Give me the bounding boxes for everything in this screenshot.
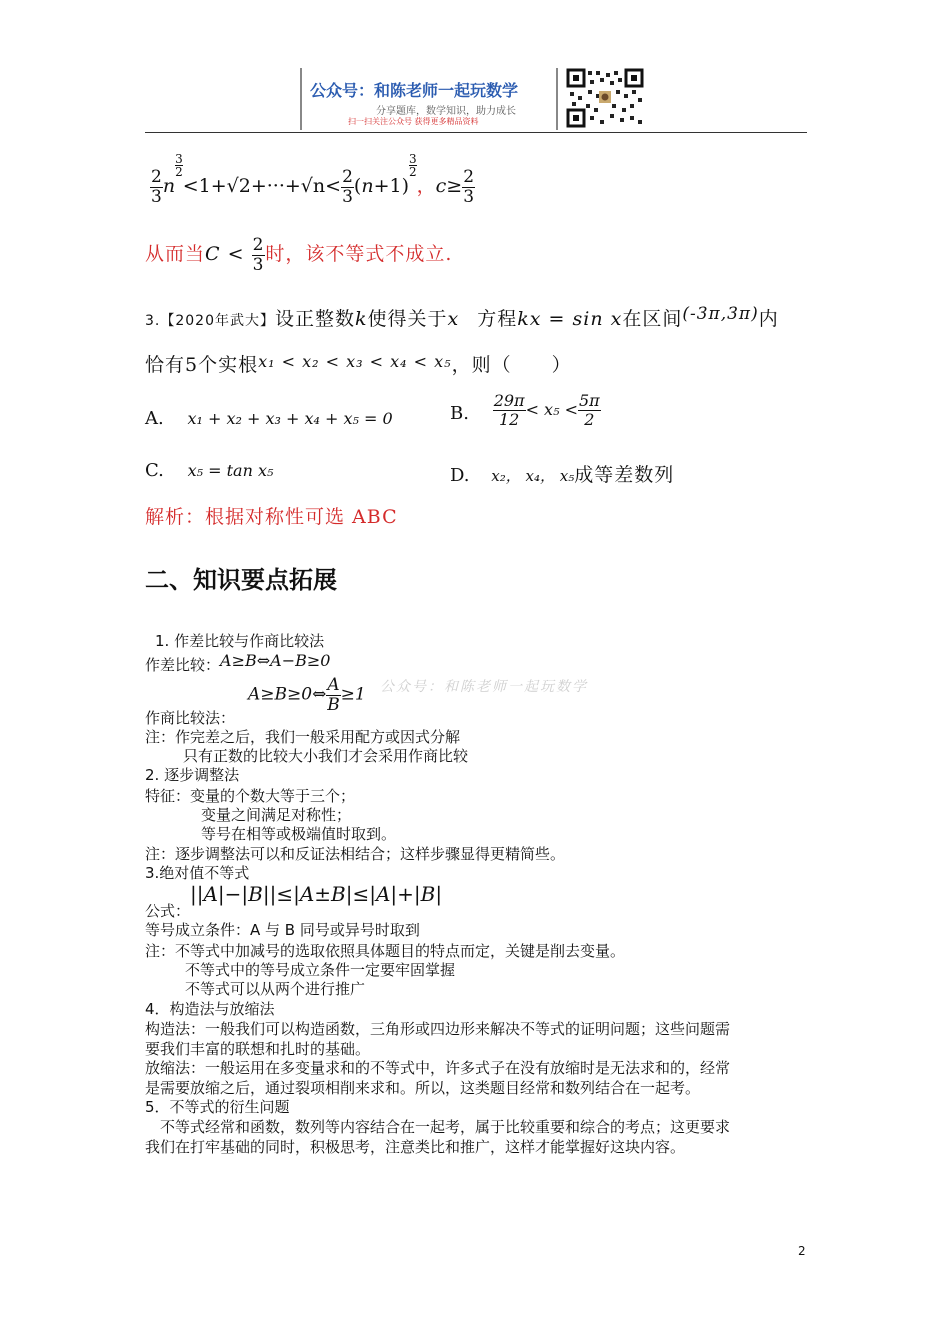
analysis-line: 解析：根据对称性可选 ABC [145, 506, 398, 528]
quot-math-right: ≥1 [340, 684, 366, 705]
point-5-title: 5．不等式的衍生问题 [145, 1098, 290, 1116]
option-d[interactable] [450, 460, 674, 487]
abs-value-formula: ||A|−|B||≤|A±B|≤|A|+|B| [190, 882, 443, 906]
point-4-line-3: 放缩法：一般运用在多变量求和的不等式中，许多式子在没有放缩时是无法求和的，经常 [145, 1059, 731, 1077]
banner-divider-left [300, 68, 302, 130]
option-b-math: < x₅ < [525, 400, 578, 420]
point-3-title: 3.绝对值不等式 [145, 864, 250, 882]
point-2-title: 2. 逐步调整法 [145, 766, 240, 784]
option-c-label: C. [145, 460, 164, 481]
question-text-5: 内 [758, 308, 779, 330]
interval: (-3π,3π) [682, 304, 759, 324]
ineq-middle: <1+√2+···+√n< [182, 175, 342, 198]
question-line-2 [145, 350, 572, 377]
c-condition: c≥ [435, 175, 463, 198]
option-a-math: x₁ + x₂ + x₃ + x₄ + x₅ = 0 [187, 409, 393, 428]
point-4-title: 4．构造法与放缩法 [145, 1000, 275, 1018]
option-d-tail: 成等差数列 [574, 464, 675, 486]
option-d-label: D. [450, 465, 470, 486]
section-title: 二、知识要点拓展 [145, 566, 337, 594]
var-x: x [447, 308, 460, 330]
conclusion-line: 从而当C < $\frac{2}{3}$ 时，该不等式不成立. [145, 235, 453, 275]
qr-code-icon [566, 68, 644, 128]
point-2-feature-2: 变量之间满足对称性； [201, 806, 352, 824]
banner-title: 公众号：和陈老师一起玩数学 [310, 81, 519, 100]
page-number: 2 [798, 1244, 806, 1258]
point-5-line-2: 我们在打牢基础的同时，积极思考，注意类比和推广，这样才能掌握好这块内容。 [145, 1138, 686, 1156]
banner-tagline: 扫一扫关注公众号 获得更多精品资料 [348, 117, 479, 126]
quot-math-left: A≥B≥0⇔ [248, 684, 327, 705]
banner-subtitle: 分享题库，数学知识，助力成长 [376, 106, 516, 117]
watermark: 公众号：和陈老师一起玩数学 [380, 679, 588, 695]
point-4-line-4: 是需要放缩之后，通过裂项相削来求和。所以，这类题目经常和数列结合在一起考。 [145, 1079, 701, 1097]
point-3-note-2: 不等式中的等号成立条件一定要牢固掌握 [185, 961, 456, 979]
point-3-condition: 等号成立条件：A 与 B 同号或异号时取到 [145, 921, 420, 939]
equation: kx = sin x [517, 308, 623, 330]
option-d-math: x₂， x₄， x₅ [491, 467, 575, 485]
conclusion-var: C [205, 243, 221, 266]
option-a[interactable] [145, 408, 393, 429]
point-2-note: 注：逐步调整法可以和反证法相结合；这样步骤显得更精简些。 [145, 845, 566, 863]
point-1-title: 1. 作差比较与作商比较法 [155, 632, 325, 650]
var-k: k [355, 308, 368, 330]
point-1-note-1: 注：作完差之后，我们一般采用配方或因式分解 [145, 728, 461, 746]
option-b[interactable]: B. $\frac{29\pi}{12}$ < x₅ < $\frac{5\pi}{2}$ [450, 391, 600, 429]
option-a-label: A. [145, 408, 164, 429]
question-label: 3.【2020年武大】 [145, 313, 275, 329]
point-1-diff [145, 651, 331, 675]
quot-label: 作商比较法： [145, 709, 236, 727]
question-text-2: 使得关于 [367, 308, 448, 330]
question-text-1: 设正整数 [275, 308, 356, 330]
point-5-line-1: 不等式经常和函数，数列等内容结合在一起考，属于比较重要和综合的考点；这更要求 [160, 1118, 731, 1136]
question-line-1 [145, 304, 779, 331]
point-3-formula-label: 公式： [145, 902, 191, 920]
option-c[interactable] [145, 460, 273, 481]
point-4-line-2: 要我们丰富的联想和扎时的基础。 [145, 1040, 371, 1058]
top-formula: $\frac{2}{3}$ n $\frac{3}{2}$ <1+√2+···+√n< $\frac{2}{3}$ (n+1) $\frac{3}{2}$ ，c≥ $\frac{2}{3}$ [151, 151, 475, 207]
quot-math: A≥B≥0⇔ $\frac{A}{B}$ ≥1 [248, 675, 366, 715]
question-line2-text: 恰有5个实根 [145, 354, 259, 376]
diff-math: A≥B⇔A−B≥0 [220, 651, 331, 670]
header-rule [145, 132, 807, 133]
diff-label: 作差比较： [145, 656, 221, 674]
point-4-line-1: 构造法：一般我们可以构造函数，三角形或四边形来解决不等式的证明问题；这些问题需 [145, 1020, 731, 1038]
question-text-4: 在区间 [622, 308, 683, 330]
conclusion-prefix: 从而当 [145, 243, 206, 266]
roots-order: x₁ < x₂ < x₃ < x₄ < x₅ [258, 352, 452, 371]
question-line2-end: ，则（ ） [451, 354, 572, 376]
point-2-feature-1: 特征：变量的个数大等于三个； [145, 787, 356, 805]
option-b-label: B. [450, 403, 469, 425]
point-2-feature-3: 等号在相等或极端值时取到。 [201, 825, 397, 843]
point-3-note-3: 不等式可以从两个进行推广 [185, 980, 366, 998]
point-1-note-2: 只有正数的比较大小我们才会采用作商比较 [183, 747, 469, 765]
question-text-3: 方程 [477, 308, 518, 330]
point-3-note-1: 注：不等式中加减号的选取依照具体题目的特点而定，关键是削去变量。 [145, 942, 626, 960]
option-c-math: x₅ = tan x₅ [187, 461, 274, 480]
conclusion-suffix: 时，该不等式不成立. [265, 243, 453, 266]
banner-divider-right [556, 68, 558, 130]
